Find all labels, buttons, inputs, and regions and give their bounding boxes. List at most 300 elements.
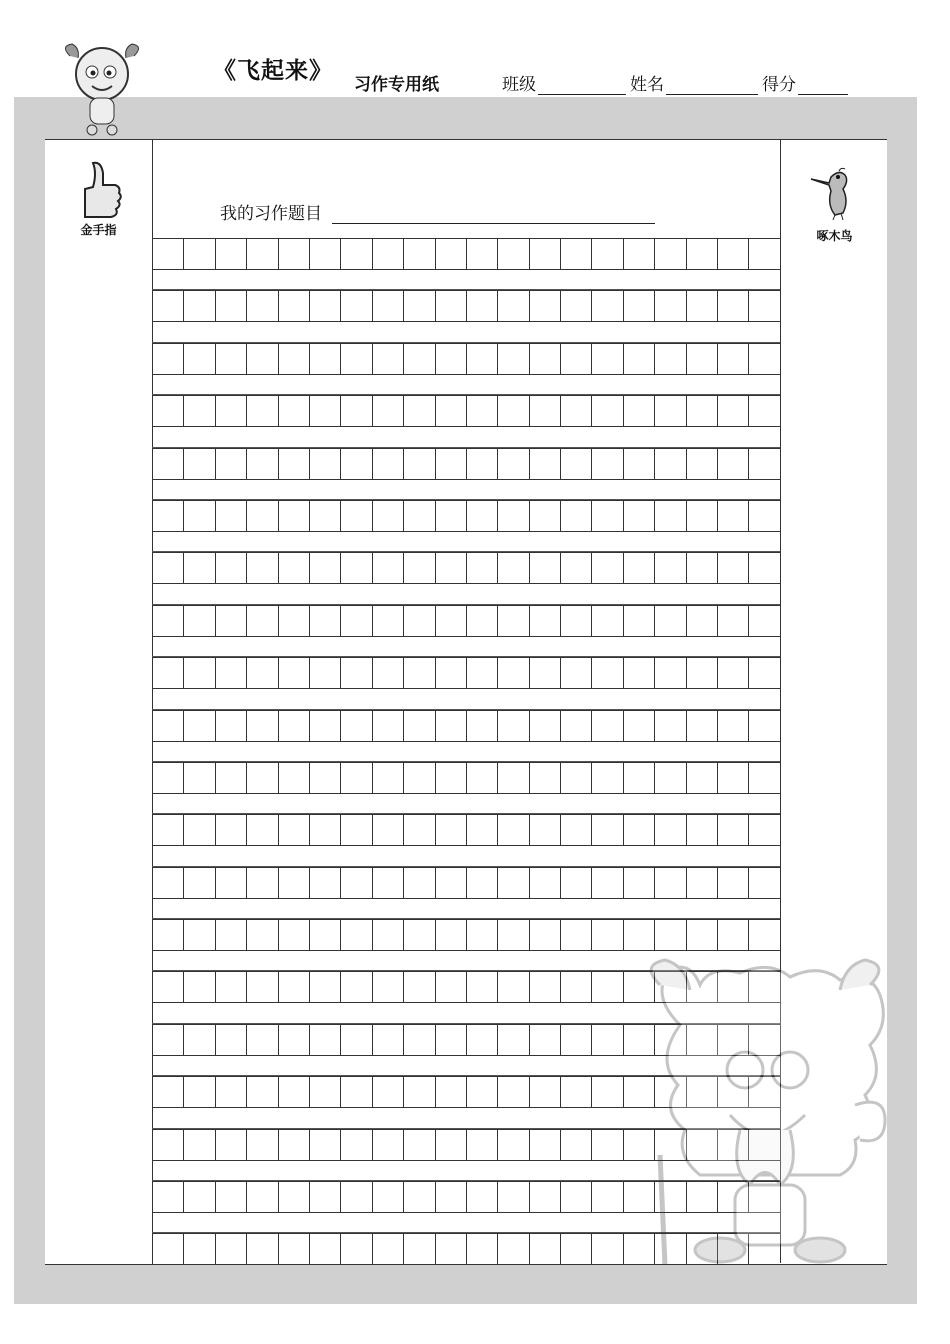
grid-cell[interactable] <box>372 711 403 741</box>
grid-cell[interactable] <box>435 815 466 845</box>
grid-cell[interactable] <box>623 291 654 321</box>
grid-cell[interactable] <box>372 1077 403 1107</box>
grid-cell[interactable] <box>654 711 685 741</box>
grid-cell[interactable] <box>246 449 277 479</box>
grid-cell[interactable] <box>591 1077 622 1107</box>
grid-cell[interactable] <box>497 501 528 531</box>
grid-cell[interactable] <box>278 920 309 950</box>
grid-cell[interactable] <box>623 553 654 583</box>
grid-cell[interactable] <box>654 553 685 583</box>
grid-cell[interactable] <box>215 1182 246 1212</box>
grid-cell[interactable] <box>748 658 779 688</box>
grid-cell[interactable] <box>591 291 622 321</box>
grid-cell[interactable] <box>435 449 466 479</box>
grid-cell[interactable] <box>748 763 779 793</box>
grid-cell[interactable] <box>215 553 246 583</box>
grid-cell[interactable] <box>183 606 214 636</box>
grid-cell[interactable] <box>246 920 277 950</box>
grid-cell[interactable] <box>748 396 779 426</box>
grid-cell[interactable] <box>340 711 371 741</box>
grid-cell[interactable] <box>529 658 560 688</box>
grid-cell[interactable] <box>340 815 371 845</box>
grid-cell[interactable] <box>497 972 528 1002</box>
grid-cell[interactable] <box>152 291 183 321</box>
grid-cell[interactable] <box>717 658 748 688</box>
grid-cell[interactable] <box>246 291 277 321</box>
grid-cell[interactable] <box>686 344 717 374</box>
grid-cell[interactable] <box>591 815 622 845</box>
grid-cell[interactable] <box>152 1234 183 1264</box>
grid-cell[interactable] <box>215 344 246 374</box>
grid-cell[interactable] <box>403 1234 434 1264</box>
grid-cell[interactable] <box>591 972 622 1002</box>
grid-cell[interactable] <box>183 815 214 845</box>
grid-cell[interactable] <box>686 291 717 321</box>
grid-cell[interactable] <box>560 396 591 426</box>
grid-cell[interactable] <box>309 291 340 321</box>
grid-cell[interactable] <box>340 972 371 1002</box>
grid-cell[interactable] <box>623 763 654 793</box>
grid-cell[interactable] <box>529 449 560 479</box>
grid-cell[interactable] <box>372 344 403 374</box>
grid-cell[interactable] <box>748 501 779 531</box>
grid-cell[interactable] <box>183 920 214 950</box>
grid-cell[interactable] <box>340 291 371 321</box>
grid-cell[interactable] <box>403 1182 434 1212</box>
grid-cell[interactable] <box>497 711 528 741</box>
name-field[interactable] <box>630 70 758 95</box>
grid-cell[interactable] <box>215 1025 246 1055</box>
grid-cell[interactable] <box>686 763 717 793</box>
grid-cell[interactable] <box>435 606 466 636</box>
grid-cell[interactable] <box>466 449 497 479</box>
grid-cell[interactable] <box>529 711 560 741</box>
grid-cell[interactable] <box>309 658 340 688</box>
grid-cell[interactable] <box>152 972 183 1002</box>
grid-cell[interactable] <box>435 711 466 741</box>
name-blank[interactable] <box>666 75 758 95</box>
grid-cell[interactable] <box>591 920 622 950</box>
grid-cell[interactable] <box>309 553 340 583</box>
grid-cell[interactable] <box>246 815 277 845</box>
grid-cell[interactable] <box>497 553 528 583</box>
grid-cell[interactable] <box>717 711 748 741</box>
grid-cell[interactable] <box>529 291 560 321</box>
grid-cell[interactable] <box>183 501 214 531</box>
grid-cell[interactable] <box>435 501 466 531</box>
score-blank[interactable] <box>798 75 848 95</box>
grid-cell[interactable] <box>748 868 779 898</box>
grid-cell[interactable] <box>466 396 497 426</box>
grid-cell[interactable] <box>309 1130 340 1160</box>
grid-cell[interactable] <box>309 972 340 1002</box>
grid-cell[interactable] <box>183 711 214 741</box>
grid-cell[interactable] <box>278 1182 309 1212</box>
grid-cell[interactable] <box>278 553 309 583</box>
grid-cell[interactable] <box>497 1130 528 1160</box>
class-blank[interactable] <box>538 75 626 95</box>
grid-cell[interactable] <box>497 291 528 321</box>
grid-cell[interactable] <box>309 1077 340 1107</box>
grid-cell[interactable] <box>183 291 214 321</box>
grid-cell[interactable] <box>591 1130 622 1160</box>
grid-cell[interactable] <box>686 239 717 269</box>
grid-cell[interactable] <box>497 868 528 898</box>
grid-cell[interactable] <box>278 763 309 793</box>
grid-cell[interactable] <box>466 344 497 374</box>
grid-cell[interactable] <box>717 396 748 426</box>
grid-cell[interactable] <box>560 1182 591 1212</box>
grid-cell[interactable] <box>560 344 591 374</box>
grid-cell[interactable] <box>215 658 246 688</box>
grid-cell[interactable] <box>654 920 685 950</box>
grid-cell[interactable] <box>340 1025 371 1055</box>
grid-cell[interactable] <box>591 1182 622 1212</box>
grid-cell[interactable] <box>152 658 183 688</box>
grid-cell[interactable] <box>215 449 246 479</box>
grid-cell[interactable] <box>686 920 717 950</box>
grid-cell[interactable] <box>560 449 591 479</box>
grid-cell[interactable] <box>246 1025 277 1055</box>
grid-cell[interactable] <box>340 1077 371 1107</box>
grid-cell[interactable] <box>309 449 340 479</box>
grid-cell[interactable] <box>152 344 183 374</box>
grid-cell[interactable] <box>654 344 685 374</box>
class-field[interactable] <box>502 70 626 95</box>
grid-cell[interactable] <box>309 763 340 793</box>
grid-cell[interactable] <box>466 606 497 636</box>
grid-cell[interactable] <box>497 239 528 269</box>
grid-cell[interactable] <box>152 920 183 950</box>
grid-cell[interactable] <box>560 815 591 845</box>
grid-cell[interactable] <box>654 606 685 636</box>
grid-cell[interactable] <box>529 344 560 374</box>
grid-cell[interactable] <box>278 658 309 688</box>
grid-cell[interactable] <box>152 396 183 426</box>
grid-cell[interactable] <box>497 1077 528 1107</box>
grid-cell[interactable] <box>466 1077 497 1107</box>
grid-cell[interactable] <box>560 920 591 950</box>
grid-cell[interactable] <box>591 763 622 793</box>
grid-cell[interactable] <box>466 291 497 321</box>
grid-cell[interactable] <box>466 920 497 950</box>
grid-cell[interactable] <box>215 972 246 1002</box>
grid-cell[interactable] <box>152 501 183 531</box>
grid-cell[interactable] <box>309 1234 340 1264</box>
grid-cell[interactable] <box>403 972 434 1002</box>
grid-cell[interactable] <box>466 1025 497 1055</box>
grid-cell[interactable] <box>278 1234 309 1264</box>
grid-cell[interactable] <box>278 815 309 845</box>
grid-cell[interactable] <box>435 1182 466 1212</box>
grid-cell[interactable] <box>435 291 466 321</box>
grid-cell[interactable] <box>372 1182 403 1212</box>
grid-cell[interactable] <box>183 972 214 1002</box>
grid-cell[interactable] <box>372 972 403 1002</box>
grid-cell[interactable] <box>466 658 497 688</box>
grid-cell[interactable] <box>340 344 371 374</box>
grid-cell[interactable] <box>403 1130 434 1160</box>
grid-cell[interactable] <box>717 239 748 269</box>
grid-cell[interactable] <box>560 1130 591 1160</box>
grid-cell[interactable] <box>623 501 654 531</box>
grid-cell[interactable] <box>560 1234 591 1264</box>
grid-cell[interactable] <box>215 239 246 269</box>
grid-cell[interactable] <box>215 711 246 741</box>
grid-cell[interactable] <box>183 763 214 793</box>
grid-cell[interactable] <box>152 815 183 845</box>
grid-cell[interactable] <box>529 1077 560 1107</box>
grid-cell[interactable] <box>686 711 717 741</box>
grid-cell[interactable] <box>654 449 685 479</box>
grid-cell[interactable] <box>372 815 403 845</box>
grid-cell[interactable] <box>497 1234 528 1264</box>
grid-cell[interactable] <box>403 658 434 688</box>
grid-cell[interactable] <box>654 239 685 269</box>
grid-cell[interactable] <box>591 711 622 741</box>
grid-cell[interactable] <box>152 606 183 636</box>
grid-cell[interactable] <box>309 606 340 636</box>
grid-cell[interactable] <box>183 553 214 583</box>
grid-cell[interactable] <box>183 1077 214 1107</box>
grid-cell[interactable] <box>246 344 277 374</box>
grid-cell[interactable] <box>278 1025 309 1055</box>
grid-cell[interactable] <box>309 815 340 845</box>
grid-cell[interactable] <box>654 868 685 898</box>
grid-cell[interactable] <box>686 606 717 636</box>
grid-cell[interactable] <box>403 711 434 741</box>
grid-cell[interactable] <box>403 501 434 531</box>
grid-cell[interactable] <box>654 815 685 845</box>
grid-cell[interactable] <box>246 1234 277 1264</box>
grid-cell[interactable] <box>403 449 434 479</box>
grid-cell[interactable] <box>278 711 309 741</box>
grid-cell[interactable] <box>748 291 779 321</box>
grid-cell[interactable] <box>623 658 654 688</box>
grid-cell[interactable] <box>435 1234 466 1264</box>
grid-cell[interactable] <box>340 868 371 898</box>
composition-topic[interactable] <box>220 199 655 224</box>
grid-cell[interactable] <box>278 606 309 636</box>
grid-cell[interactable] <box>466 239 497 269</box>
grid-cell[interactable] <box>466 868 497 898</box>
grid-cell[interactable] <box>372 396 403 426</box>
grid-cell[interactable] <box>654 291 685 321</box>
grid-cell[interactable] <box>529 868 560 898</box>
grid-cell[interactable] <box>686 449 717 479</box>
score-field[interactable] <box>762 70 848 95</box>
grid-cell[interactable] <box>466 815 497 845</box>
grid-cell[interactable] <box>654 658 685 688</box>
grid-cell[interactable] <box>309 711 340 741</box>
grid-cell[interactable] <box>748 711 779 741</box>
grid-cell[interactable] <box>372 1025 403 1055</box>
grid-cell[interactable] <box>466 763 497 793</box>
grid-cell[interactable] <box>591 553 622 583</box>
grid-cell[interactable] <box>497 815 528 845</box>
grid-cell[interactable] <box>340 1234 371 1264</box>
grid-cell[interactable] <box>560 553 591 583</box>
grid-cell[interactable] <box>278 501 309 531</box>
grid-cell[interactable] <box>340 920 371 950</box>
grid-cell[interactable] <box>435 763 466 793</box>
grid-cell[interactable] <box>246 1077 277 1107</box>
grid-cell[interactable] <box>748 606 779 636</box>
grid-cell[interactable] <box>591 1234 622 1264</box>
grid-cell[interactable] <box>403 868 434 898</box>
grid-cell[interactable] <box>560 606 591 636</box>
grid-cell[interactable] <box>497 606 528 636</box>
grid-cell[interactable] <box>435 344 466 374</box>
grid-cell[interactable] <box>591 396 622 426</box>
grid-cell[interactable] <box>623 449 654 479</box>
grid-cell[interactable] <box>340 1130 371 1160</box>
grid-cell[interactable] <box>183 1025 214 1055</box>
grid-cell[interactable] <box>152 239 183 269</box>
grid-cell[interactable] <box>717 344 748 374</box>
grid-cell[interactable] <box>309 501 340 531</box>
grid-cell[interactable] <box>435 239 466 269</box>
grid-cell[interactable] <box>497 449 528 479</box>
grid-cell[interactable] <box>183 239 214 269</box>
grid-cell[interactable] <box>748 449 779 479</box>
grid-cell[interactable] <box>466 711 497 741</box>
grid-cell[interactable] <box>215 1234 246 1264</box>
grid-cell[interactable] <box>466 553 497 583</box>
grid-cell[interactable] <box>152 553 183 583</box>
grid-cell[interactable] <box>717 815 748 845</box>
grid-cell[interactable] <box>717 291 748 321</box>
grid-cell[interactable] <box>372 658 403 688</box>
grid-cell[interactable] <box>686 658 717 688</box>
grid-cell[interactable] <box>215 1130 246 1160</box>
grid-cell[interactable] <box>529 1182 560 1212</box>
grid-cell[interactable] <box>372 449 403 479</box>
grid-cell[interactable] <box>183 1182 214 1212</box>
grid-cell[interactable] <box>309 868 340 898</box>
grid-cell[interactable] <box>529 1130 560 1160</box>
grid-cell[interactable] <box>309 239 340 269</box>
grid-cell[interactable] <box>686 553 717 583</box>
grid-cell[interactable] <box>686 868 717 898</box>
grid-cell[interactable] <box>278 396 309 426</box>
grid-cell[interactable] <box>748 920 779 950</box>
grid-cell[interactable] <box>403 396 434 426</box>
grid-cell[interactable] <box>309 1182 340 1212</box>
grid-cell[interactable] <box>623 239 654 269</box>
grid-cell[interactable] <box>497 920 528 950</box>
grid-cell[interactable] <box>623 606 654 636</box>
grid-cell[interactable] <box>309 396 340 426</box>
grid-cell[interactable] <box>560 1025 591 1055</box>
grid-cell[interactable] <box>748 815 779 845</box>
grid-cell[interactable] <box>529 815 560 845</box>
grid-cell[interactable] <box>246 396 277 426</box>
grid-cell[interactable] <box>686 501 717 531</box>
grid-cell[interactable] <box>372 868 403 898</box>
grid-cell[interactable] <box>403 1025 434 1055</box>
grid-cell[interactable] <box>717 553 748 583</box>
grid-cell[interactable] <box>340 763 371 793</box>
grid-cell[interactable] <box>497 1025 528 1055</box>
grid-cell[interactable] <box>717 606 748 636</box>
grid-cell[interactable] <box>403 763 434 793</box>
grid-cell[interactable] <box>435 868 466 898</box>
grid-cell[interactable] <box>278 239 309 269</box>
grid-cell[interactable] <box>529 763 560 793</box>
grid-cell[interactable] <box>435 1130 466 1160</box>
grid-cell[interactable] <box>435 1077 466 1107</box>
grid-cell[interactable] <box>529 1234 560 1264</box>
grid-cell[interactable] <box>278 449 309 479</box>
grid-cell[interactable] <box>278 1130 309 1160</box>
grid-cell[interactable] <box>466 1234 497 1264</box>
grid-cell[interactable] <box>215 606 246 636</box>
grid-cell[interactable] <box>591 449 622 479</box>
grid-cell[interactable] <box>748 553 779 583</box>
grid-cell[interactable] <box>152 1130 183 1160</box>
grid-cell[interactable] <box>309 344 340 374</box>
grid-cell[interactable] <box>717 920 748 950</box>
grid-cell[interactable] <box>278 291 309 321</box>
grid-cell[interactable] <box>623 920 654 950</box>
grid-cell[interactable] <box>591 1025 622 1055</box>
grid-cell[interactable] <box>717 868 748 898</box>
grid-cell[interactable] <box>183 344 214 374</box>
grid-cell[interactable] <box>591 501 622 531</box>
grid-cell[interactable] <box>246 1182 277 1212</box>
grid-cell[interactable] <box>560 501 591 531</box>
grid-cell[interactable] <box>435 920 466 950</box>
grid-cell[interactable] <box>748 239 779 269</box>
grid-cell[interactable] <box>560 972 591 1002</box>
grid-cell[interactable] <box>340 239 371 269</box>
grid-cell[interactable] <box>152 763 183 793</box>
grid-cell[interactable] <box>403 920 434 950</box>
grid-cell[interactable] <box>560 868 591 898</box>
grid-cell[interactable] <box>340 1182 371 1212</box>
grid-cell[interactable] <box>623 868 654 898</box>
grid-cell[interactable] <box>246 711 277 741</box>
grid-cell[interactable] <box>183 868 214 898</box>
grid-cell[interactable] <box>717 763 748 793</box>
grid-cell[interactable] <box>403 815 434 845</box>
grid-cell[interactable] <box>152 711 183 741</box>
grid-cell[interactable] <box>340 396 371 426</box>
grid-cell[interactable] <box>748 344 779 374</box>
grid-cell[interactable] <box>529 920 560 950</box>
grid-cell[interactable] <box>183 658 214 688</box>
grid-cell[interactable] <box>623 344 654 374</box>
grid-cell[interactable] <box>591 658 622 688</box>
grid-cell[interactable] <box>246 239 277 269</box>
grid-cell[interactable] <box>591 239 622 269</box>
grid-cell[interactable] <box>372 920 403 950</box>
grid-cell[interactable] <box>497 763 528 793</box>
grid-cell[interactable] <box>246 606 277 636</box>
grid-cell[interactable] <box>246 868 277 898</box>
grid-cell[interactable] <box>529 1025 560 1055</box>
grid-cell[interactable] <box>215 396 246 426</box>
grid-cell[interactable] <box>340 606 371 636</box>
grid-cell[interactable] <box>435 972 466 1002</box>
grid-cell[interactable] <box>717 501 748 531</box>
grid-cell[interactable] <box>560 1077 591 1107</box>
grid-cell[interactable] <box>340 658 371 688</box>
grid-cell[interactable] <box>623 815 654 845</box>
grid-cell[interactable] <box>340 553 371 583</box>
grid-cell[interactable] <box>529 239 560 269</box>
